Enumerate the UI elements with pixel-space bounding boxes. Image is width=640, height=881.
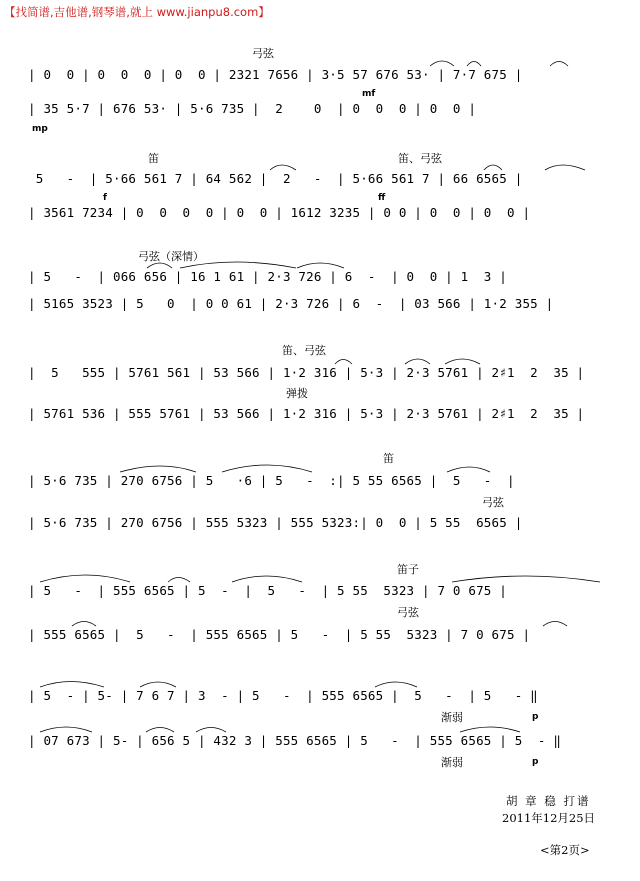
annotation-tanbo: 弹拨 [286, 387, 308, 400]
annotation-gongxian: 弓弦 [397, 606, 419, 619]
score-line-2-lower: | 3561 7234 | 0 0 0 0 | 0 0 | 1612 3235 | 0 0 | 0 0 | 0 0 | [28, 205, 531, 220]
transcriber-credit: 胡 章 稳 打谱 [506, 794, 591, 808]
score-line-3-upper: | 5 - | 066 656 | 16 1 61 | 2·3 726 | 6 - | 0 0 | 1 3 | [28, 269, 507, 284]
score-line-5-upper: | 5·6 735 | 270 6756 | 5 ·6 | 5 - :| 5 55 6565 | 5 - | [28, 473, 515, 488]
dynamic-mark: p [532, 712, 539, 722]
score-line-6-upper: | 5 - | 555 6565 | 5 - | 5 - | 5 55 5323 | 7 0 675 | [28, 583, 507, 598]
score-line-1-upper: | 0 0 | 0 0 0 | 0 0 | 2321 7656 | 3·5 57 676 53· | 7·7 675 | [28, 67, 523, 82]
score-line-7-upper: | 5 - | 5- | 7 6 7 | 3 - | 5 - | 555 6565 | 5 - | 5 - ‖ [28, 688, 538, 703]
dynamic-mark: p [532, 757, 539, 767]
annotation-jianruo: 渐弱 [441, 711, 463, 724]
score-line-7-lower: | 07 673 | 5- | 656 5 | 432 3 | 555 6565 | 5 - | 555 6565 | 5 - ‖ [28, 733, 562, 748]
annotation-di-gongxian: 笛、弓弦 [282, 344, 326, 357]
score-line-1-lower: | 35 5·7 | 676 53· | 5·6 735 | 2 0 | 0 0 0 | 0 0 | [28, 101, 477, 116]
score-line-3-lower: | 5165 3523 | 5 0 | 0 0 61 | 2·3 726 | 6 - | 03 566 | 1·2 355 | [28, 296, 554, 311]
score-line-4-lower: | 5761 536 | 555 5761 | 53 566 | 1·2 316 | 5·3 | 2·3 5761 | 2♯1 2 35 | [28, 406, 585, 421]
score-line-6-lower: | 555 6565 | 5 - | 555 6565 | 5 - | 5 55 5323 | 7 0 675 | [28, 627, 531, 642]
annotation-di-gongxian: 笛、弓弦 [398, 152, 442, 165]
score-line-5-lower: | 5·6 735 | 270 6756 | 555 5323 | 555 5323:| 0 0 | 5 55 6565 | [28, 515, 523, 530]
annotation-gongxian: 弓弦 [252, 47, 274, 60]
dynamic-mark: ff [378, 193, 386, 203]
dynamic-mark: mp [32, 124, 48, 134]
transcription-date: 2011年12月25日 [502, 811, 596, 825]
annotation-gongxian-shenqing: 弓弦（深情） [138, 250, 204, 263]
dynamic-mark: f [103, 193, 107, 203]
score-line-2-upper: 5 - | 5·66 561 7 | 64 562 | 2 - | 5·66 561 7 | 66 6565 | [28, 171, 523, 186]
score-line-4-upper: | 5 555 | 5761 561 | 53 566 | 1·2 316 | 5·3 | 2·3 5761 | 2♯1 2 35 | [28, 365, 585, 380]
site-header-banner[interactable]: 【找简谱,吉他谱,钢琴谱,就上 www.jianpu8.com】 [4, 5, 270, 19]
annotation-gongxian: 弓弦 [482, 496, 504, 509]
annotation-dizi: 笛子 [397, 563, 419, 576]
page-number: <第2页> [540, 843, 590, 857]
annotation-jianruo: 渐弱 [441, 756, 463, 769]
annotation-di: 笛 [148, 152, 159, 165]
dynamic-mark: mf [362, 89, 376, 99]
annotation-di: 笛 [383, 452, 394, 465]
